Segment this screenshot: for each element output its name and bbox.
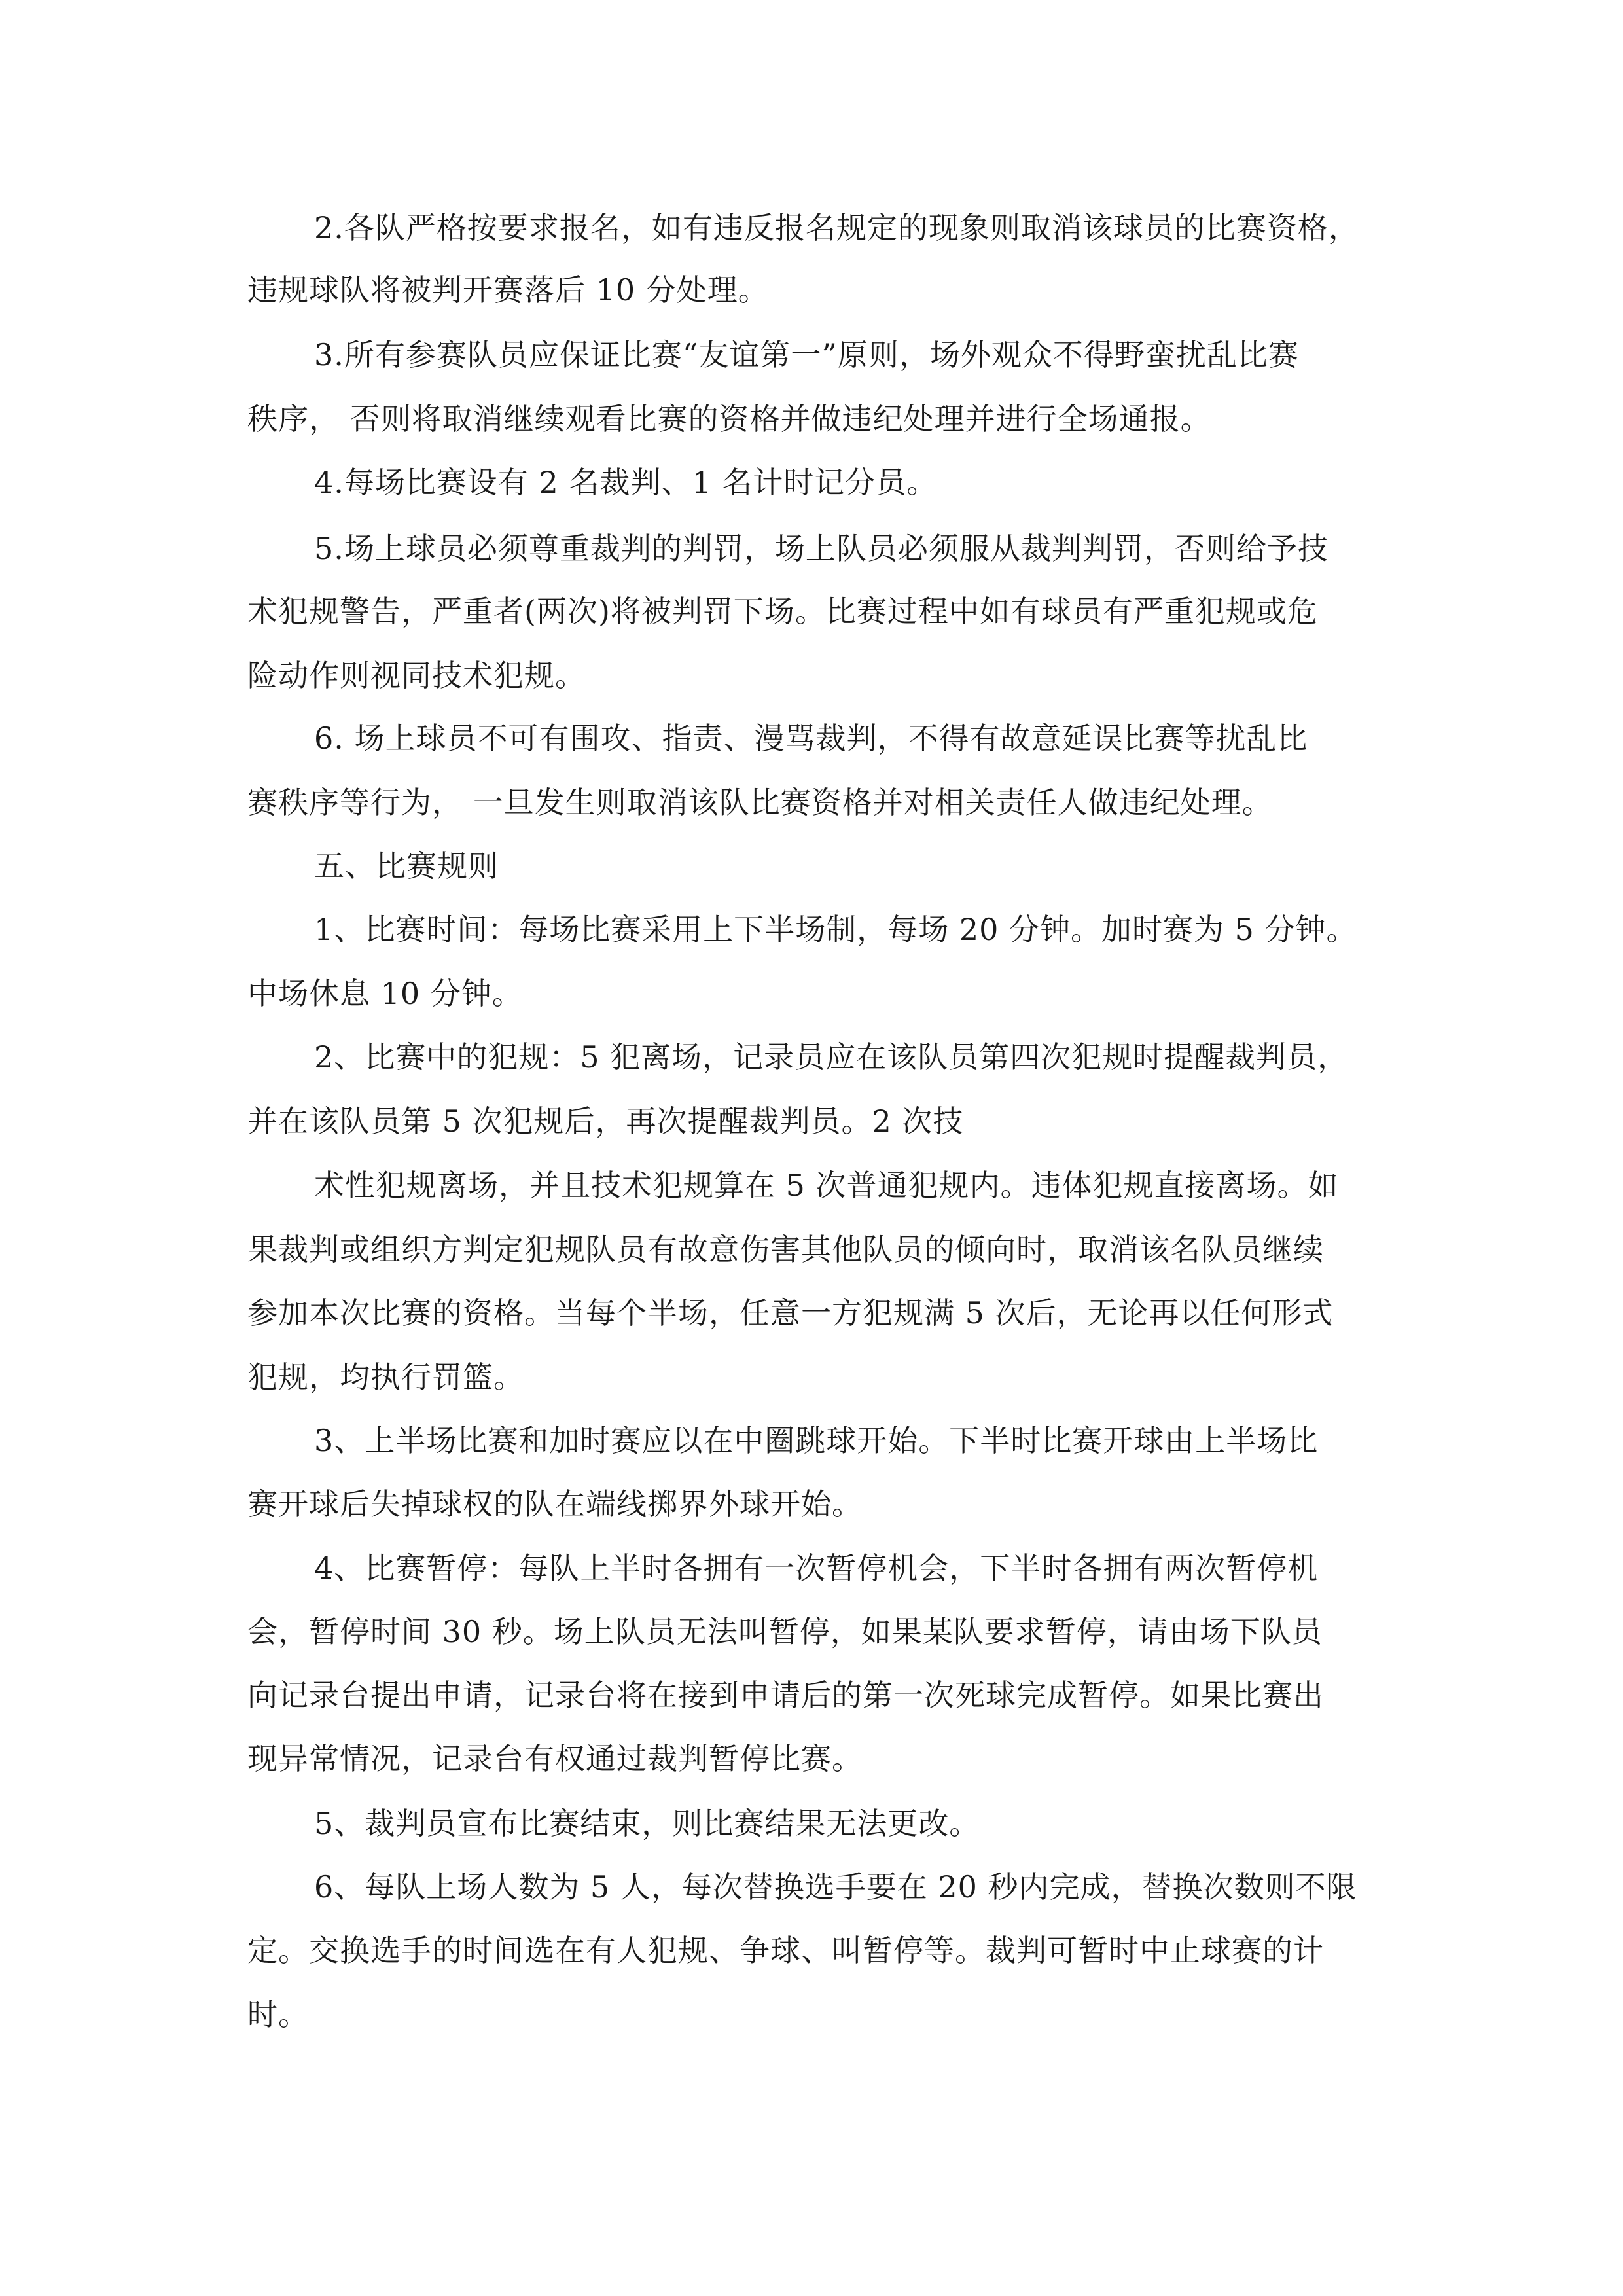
rule-6-text-line-1: 6. 场上球员不可有围攻、指责、漫骂裁判，不得有故意延误比赛等扰乱比	[314, 721, 1308, 756]
rule-6-text-line-2: 赛秩序等行为， 一旦发生则取消该队比赛资格并对相关责任人做违纪处理。	[247, 785, 1273, 820]
rule-end-text-line-1: 5、裁判员宣布比赛结束，则比赛结果无法更改。	[314, 1806, 980, 1841]
section-heading-competition-rules: 五、比赛规则	[314, 848, 499, 884]
rule-fouls-text-line-1: 2、比赛中的犯规：5 犯离场，记录员应在该队员第四次犯规时提醒裁判员，	[314, 1039, 1349, 1075]
rule-fouls-text-line-3: 术性犯规离场，并且技术犯规算在 5 次普通犯规内。违体犯规直接离场。如	[314, 1168, 1339, 1203]
rule-3-text-line-2: 秩序， 否则将取消继续观看比赛的资格并做违纪处理并进行全场通报。	[247, 401, 1211, 437]
rule-2-text-line-1: 2.各队严格按要求报名，如有违反报名规定的现象则取消该球员的比赛资格，	[314, 210, 1359, 245]
rule-timeout-text-line-2: 会，暂停时间 30 秒。场上队员无法叫暂停，如果某队要求暂停，请由场下队员	[247, 1614, 1323, 1649]
rule-time-text-line-2: 中场休息 10 分钟。	[247, 976, 523, 1011]
rule-fouls-text-line-6: 犯规，均执行罚篮。	[247, 1359, 524, 1395]
rule-5-text-line-1: 5.场上球员必须尊重裁判的判罚，场上队员必须服从裁判判罚，否则给予技	[314, 531, 1329, 566]
rule-fouls-text-line-5: 参加本次比赛的资格。当每个半场，任意一方犯规满 5 次后，无论再以任何形式	[247, 1295, 1334, 1331]
rule-3-text-line-1: 3.所有参赛队员应保证比赛“友谊第一”原则，场外观众不得野蛮扰乱比赛	[314, 337, 1299, 372]
rule-5-text-line-2: 术犯规警告，严重者(两次)将被判罚下场。比赛过程中如有球员有严重犯规或危	[247, 594, 1318, 629]
rule-substitution-text-line-2: 定。交换选手的时间选在有人犯规、争球、叫暂停等。裁判可暂时中止球赛的计	[247, 1933, 1324, 1968]
rule-fouls-text-line-4: 果裁判或组织方判定犯规队员有故意伤害其他队员的倾向时，取消该名队员继续	[247, 1232, 1324, 1267]
rule-time-text-line-1: 1、比赛时间：每场比赛采用上下半场制，每场 20 分钟。加时赛为 5 分钟。	[314, 912, 1357, 947]
rule-start-text-line-2: 赛开球后失掉球权的队在端线掷界外球开始。	[247, 1486, 863, 1522]
rule-5-text-line-3: 险动作则视同技术犯规。	[247, 658, 586, 693]
rule-timeout-text-line-1: 4、比赛暂停：每队上半时各拥有一次暂停机会，下半时各拥有两次暂停机	[314, 1551, 1319, 1586]
rule-substitution-text-line-3: 时。	[247, 1997, 309, 2032]
rule-4-text-line-1: 4.每场比赛设有 2 名裁判、1 名计时记分员。	[314, 465, 938, 500]
rule-fouls-text-line-2: 并在该队员第 5 次犯规后，再次提醒裁判员。2 次技	[247, 1103, 964, 1139]
rule-substitution-text-line-1: 6、每队上场人数为 5 人，每次替换选手要在 20 秒内完成，替换次数则不限	[314, 1869, 1357, 1905]
rule-timeout-text-line-4: 现异常情况，记录台有权通过裁判暂停比赛。	[247, 1741, 863, 1776]
rule-timeout-text-line-3: 向记录台提出申请，记录台将在接到申请后的第一次死球完成暂停。如果比赛出	[247, 1677, 1324, 1713]
rule-start-text-line-1: 3、上半场比赛和加时赛应以在中圈跳球开始。下半时比赛开球由上半场比	[314, 1423, 1319, 1458]
rule-2-text-line-2: 违规球队将被判开赛落后 10 分处理。	[247, 272, 769, 308]
